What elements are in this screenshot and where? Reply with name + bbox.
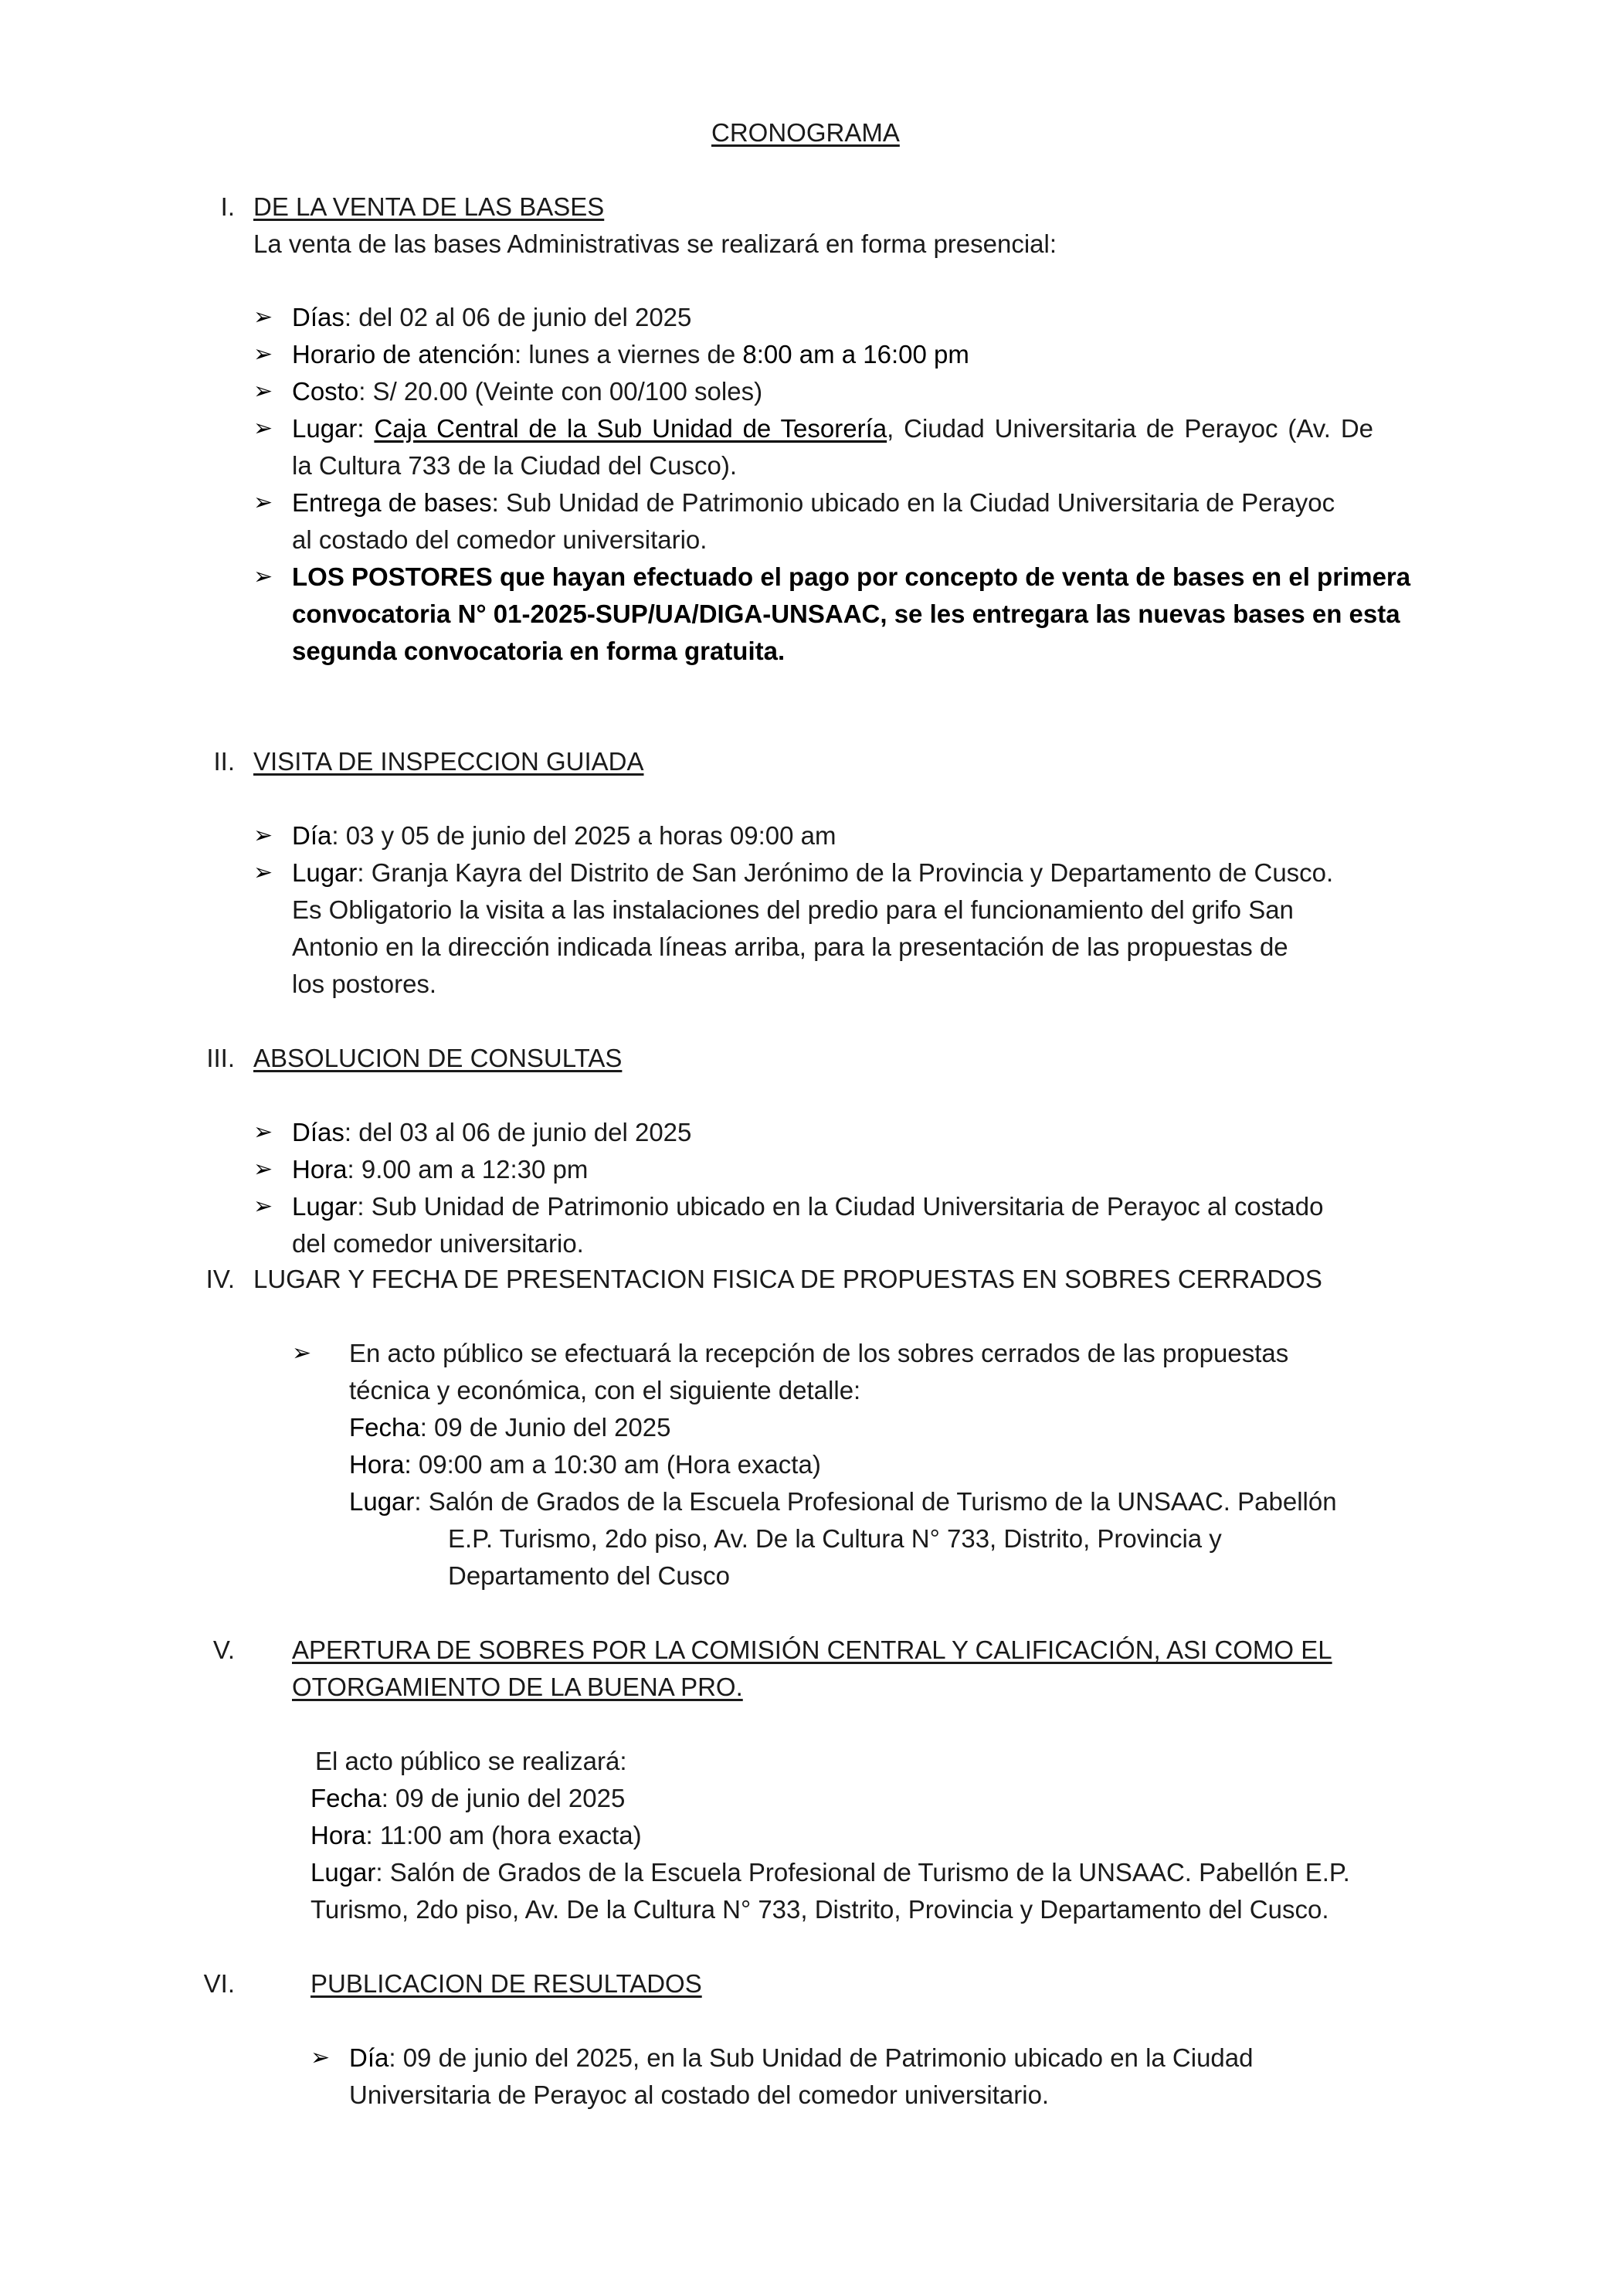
section-4-fecha: [349, 1409, 670, 1446]
dias-label: Días: [292, 303, 344, 331]
section-1-lugar-line1: [292, 410, 1373, 447]
horario-hours: 8:00 am a 16:00 pm: [742, 340, 969, 369]
entrega-value: Sub Unidad de Patrimonio ubicado en la Ciudad Universitaria de Perayoc: [498, 488, 1335, 517]
hora-value: : 9.00 am a 12:30 pm: [347, 1155, 589, 1184]
costo-label: Costo: [292, 377, 359, 406]
bullet-icon: ➢: [253, 860, 273, 885]
lugar-value: : Salón de Grados de la Escuela Profesional de Turismo de la UNSAAC. Pabellón E.P.: [375, 1858, 1350, 1887]
section-4-heading: LUGAR Y FECHA DE PRESENTACION FISICA DE PROPUESTAS EN SOBRES CERRADOS: [253, 1265, 1322, 1293]
section-2-lugar-line1: [292, 854, 1333, 892]
section-2-lugar-line4: los postores.: [292, 970, 437, 998]
section-4-lugar-line2: E.P. Turismo, 2do piso, Av. De la Cultura N° 733, Distrito, Provincia y: [448, 1524, 1222, 1553]
section-5-lugar-line2: Turismo, 2do piso, Av. De la Cultura N° 733, Distrito, Provincia y Departamento del Cusco.: [310, 1895, 1329, 1924]
bullet-icon: ➢: [253, 490, 273, 515]
section-3-lugar-line2: del comedor universitario.: [292, 1229, 584, 1258]
section-2-lugar-line2: Es Obligatorio la visita a las instalaciones del predio para el funcionamiento del grifo San: [292, 895, 1294, 924]
section-6-dia-line1: [349, 2040, 1254, 2077]
dia-value: : 03 y 05 de junio del 2025 a horas 09:00 am: [331, 821, 836, 850]
bullet-icon: ➢: [253, 1119, 273, 1145]
dias-value: : del 03 al 06 de junio del 2025: [344, 1118, 692, 1146]
section-6-number: VI.: [203, 1969, 235, 1998]
section-3-hora: [292, 1151, 588, 1188]
hora-label: Hora: [310, 1821, 366, 1849]
lugar-label: Lugar:: [292, 414, 365, 443]
hora-value: : 11:00 am (hora exacta): [365, 1821, 642, 1849]
bullet-icon: ➢: [292, 1340, 312, 1366]
section-1-entrega-line1: [292, 484, 1335, 521]
bullet-icon: ➢: [253, 416, 273, 441]
section-3-lugar-line1: [292, 1188, 1323, 1225]
section-1-lugar-line2: la Cultura 733 de la Ciudad del Cusco).: [292, 451, 738, 480]
section-4-number: IV.: [205, 1265, 235, 1293]
hora-value: 09:00 am a 10:30 am (Hora exacta): [411, 1450, 821, 1479]
section-3-dias: [292, 1114, 691, 1151]
section-1-horario: [292, 336, 969, 373]
section-4-lugar-line3: Departamento del Cusco: [448, 1561, 731, 1590]
lugar-value: : Granja Kayra del Distrito de San Jerónimo de la Provincia y Departamento de Cusco.: [357, 858, 1334, 887]
section-6-dia-line2: Universitaria de Perayoc al costado del comedor universitario.: [349, 2080, 1050, 2109]
hora-label: Hora: [292, 1155, 348, 1184]
fecha-value: : 09 de Junio del 2025: [419, 1413, 671, 1442]
entrega-label: Entrega de bases:: [292, 488, 499, 517]
section-3-number: III.: [206, 1044, 235, 1072]
horario-value: : lunes a viernes de: [514, 340, 743, 369]
section-4-hora: [349, 1446, 821, 1483]
section-1-postores-line1: LOS POSTORES que hayan efectuado el pago por concepto de venta de bases en el primera: [292, 562, 1411, 591]
section-1-entrega-line2: al costado del comedor universitario.: [292, 525, 708, 554]
section-1-costo: [292, 373, 762, 410]
hora-label: Hora:: [349, 1450, 412, 1479]
section-5-fecha: [310, 1780, 625, 1817]
section-4-intro-line1: En acto público se efectuará la recepción de los sobres cerrados de las propuestas: [349, 1339, 1289, 1367]
horario-label: Horario de atención: [292, 340, 515, 369]
bullet-icon: ➢: [253, 1194, 273, 1219]
dia-label: Día: [292, 821, 332, 850]
lugar-label: Lugar: [292, 1192, 358, 1221]
lugar-rest: , Ciudad Universitaria de Perayoc (Av. De: [887, 414, 1374, 443]
dias-label: Días: [292, 1118, 344, 1146]
section-1-dias: [292, 299, 691, 336]
fecha-label: Fecha: [310, 1784, 382, 1812]
bullet-icon: ➢: [253, 304, 273, 330]
section-4-intro-line2: técnica y económica, con el siguiente detalle:: [349, 1376, 861, 1404]
page-title: CRONOGRAMA: [711, 118, 900, 147]
lugar-value: : Salón de Grados de la Escuela Profesional de Turismo de la UNSAAC. Pabellón: [414, 1487, 1337, 1516]
section-2-number: II.: [213, 747, 235, 776]
section-2-heading: VISITA DE INSPECCION GUIADA: [253, 747, 644, 776]
costo-value: : S/ 20.00 (Veinte con 00/100 soles): [358, 377, 763, 406]
bullet-icon: ➢: [310, 2045, 331, 2070]
section-5-number: V.: [212, 1635, 235, 1664]
section-5-intro: El acto público se realizará:: [315, 1747, 627, 1775]
section-5-hora: [310, 1817, 642, 1854]
section-1-intro: La venta de las bases Administrativas se realizará en forma presencial:: [253, 229, 1057, 258]
fecha-label: Fecha: [349, 1413, 420, 1442]
dia-label: Día: [349, 2043, 389, 2072]
section-2-dia: [292, 817, 836, 854]
bullet-icon: ➢: [253, 564, 273, 589]
section-5-heading-line1: APERTURA DE SOBRES POR LA COMISIÓN CENTRAL Y CALIFICACIÓN, ASI COMO EL: [292, 1635, 1332, 1664]
section-1-postores-line3: segunda convocatoria en forma gratuita.: [292, 637, 786, 665]
fecha-value: : 09 de junio del 2025: [381, 1784, 626, 1812]
lugar-label: Lugar: [310, 1858, 376, 1887]
section-3-heading: ABSOLUCION DE CONSULTAS: [253, 1044, 623, 1072]
lugar-label: Lugar: [349, 1487, 415, 1516]
dias-value: : del 02 al 06 de junio del 2025: [344, 303, 692, 331]
section-6-heading: PUBLICACION DE RESULTADOS: [310, 1969, 702, 1998]
section-1-number: I.: [220, 192, 235, 221]
bullet-icon: ➢: [253, 341, 273, 367]
lugar-value: : Sub Unidad de Patrimonio ubicado en la Ciudad Universitaria de Perayoc al costado: [357, 1192, 1324, 1221]
bullet-icon: ➢: [253, 379, 273, 404]
bullet-icon: ➢: [253, 1156, 273, 1182]
caja-central-link: Caja Central de la Sub Unidad de Tesorería: [374, 414, 887, 443]
bullet-icon: ➢: [253, 823, 273, 848]
section-1-postores-line2: convocatoria N° 01-2025-SUP/UA/DIGA-UNSAAC, se les entregara las nuevas bases en esta: [292, 599, 1400, 628]
section-5-heading-line2: OTORGAMIENTO DE LA BUENA PRO.: [292, 1673, 743, 1701]
section-1-heading: DE LA VENTA DE LAS BASES: [253, 192, 605, 221]
dia-value: : 09 de junio del 2025, en la Sub Unidad de Patrimonio ubicado en la Ciudad: [389, 2043, 1254, 2072]
section-5-lugar-line1: [310, 1854, 1350, 1891]
section-4-lugar-line1: [349, 1483, 1337, 1520]
lugar-label: Lugar: [292, 858, 358, 887]
section-2-lugar-line3: Antonio en la dirección indicada líneas arriba, para la presentación de las propuestas de: [292, 932, 1288, 961]
